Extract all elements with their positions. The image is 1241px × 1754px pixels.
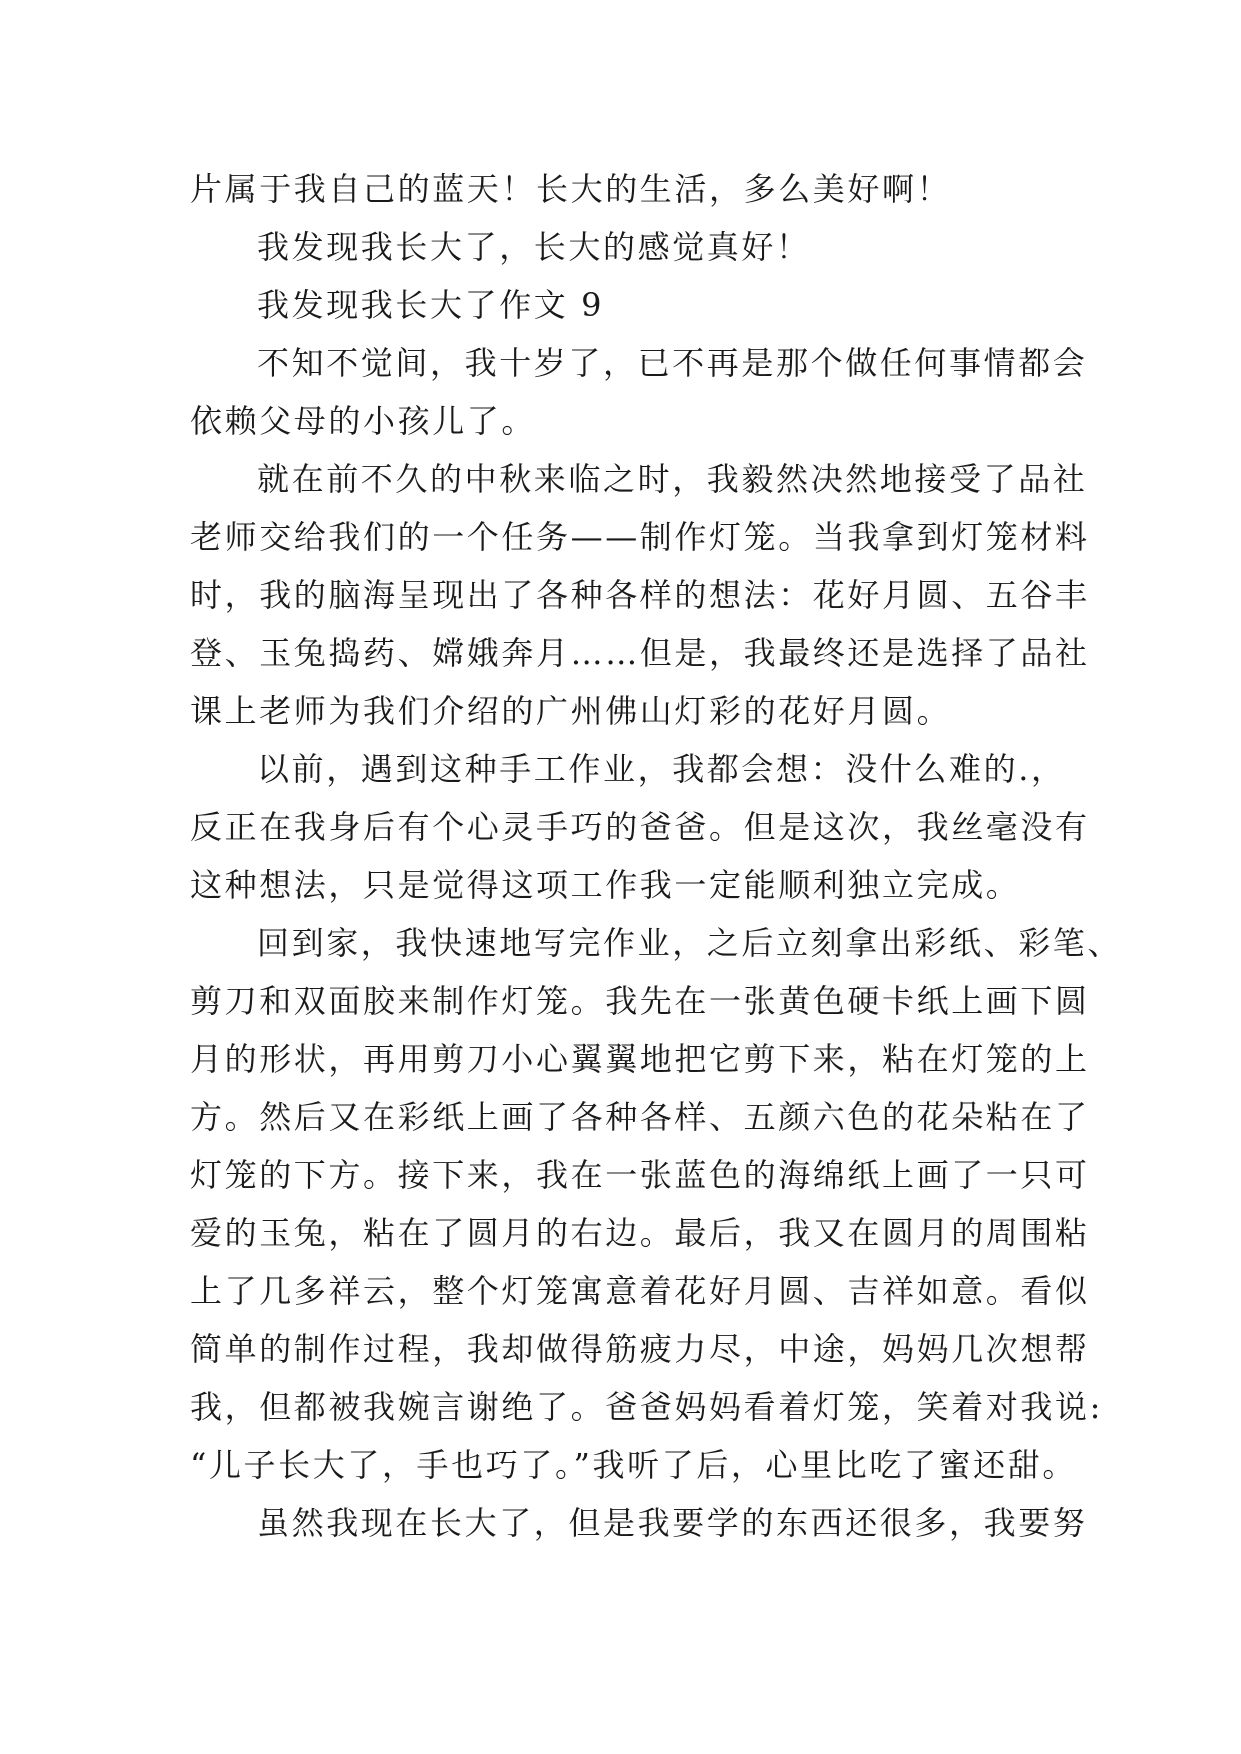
text-line: 片属于我自己的蓝天！长大的生活，多么美好啊！ [190,170,952,208]
text-line: 课上老师为我们介绍的广州佛山灯彩的花好月圆。 [190,692,952,730]
text-line: 依赖父母的小孩儿了。 [190,402,537,440]
text-line: 月的形状，再用剪刀小心翼翼地把它剪下来，粘在灯笼的上 [190,1040,1090,1078]
text-line: 反正在我身后有个心灵手巧的爸爸。但是这次，我丝毫没有 [190,808,1090,846]
text-line: 我，但都被我婉言谢绝了。爸爸妈妈看着灯笼，笑着对我说: [190,1388,1103,1426]
text-line: 灯笼的下方。接下来，我在一张蓝色的海绵纸上画了一只可 [190,1156,1090,1194]
text-line: 回到家，我快速地写完作业，之后立刻拿出彩纸、彩笔、 [257,924,1123,962]
text-line: 我发现我长大了，长大的感觉真好！ [257,228,811,266]
text-line: 登、玉兔捣药、嫦娥奔月……但是，我最终还是选择了品社 [190,634,1090,672]
text-line: 简单的制作过程，我却做得筋疲力尽，中途，妈妈几次想帮 [190,1330,1090,1368]
text-line: 虽然我现在长大了，但是我要学的东西还很多，我要努 [257,1504,1088,1542]
text-line: 方。然后又在彩纸上画了各种各样、五颜六色的花朵粘在了 [190,1098,1090,1136]
text-line: 这种想法，只是觉得这项工作我一定能顺利独立完成。 [190,866,1021,904]
text-line: 就在前不久的中秋来临之时，我毅然决然地接受了品社 [257,460,1088,498]
text-line: 我发现我长大了作文 9 [257,286,605,324]
text-line: “儿子长大了，手也巧了。”我听了后，心里比吃了蜜还甜。 [190,1446,1077,1484]
text-line: 不知不觉间，我十岁了，已不再是那个做任何事情都会 [257,344,1088,382]
text-line: 爱的玉兔，粘在了圆月的右边。最后，我又在圆月的周围粘 [190,1214,1090,1252]
text-line: 上了几多祥云，整个灯笼寓意着花好月圆、吉祥如意。看似 [190,1272,1090,1310]
text-line: 以前，遇到这种手工作业，我都会想：没什么难的.， [257,750,1066,788]
text-line: 时，我的脑海呈现出了各种各样的想法：花好月圆、五谷丰 [190,576,1090,614]
document-body [190,160,1123,1552]
text-line: 剪刀和双面胶来制作灯笼。我先在一张黄色硬卡纸上画下圆 [190,982,1090,1020]
text-line: 老师交给我们的一个任务——制作灯笼。当我拿到灯笼材料 [190,518,1090,556]
